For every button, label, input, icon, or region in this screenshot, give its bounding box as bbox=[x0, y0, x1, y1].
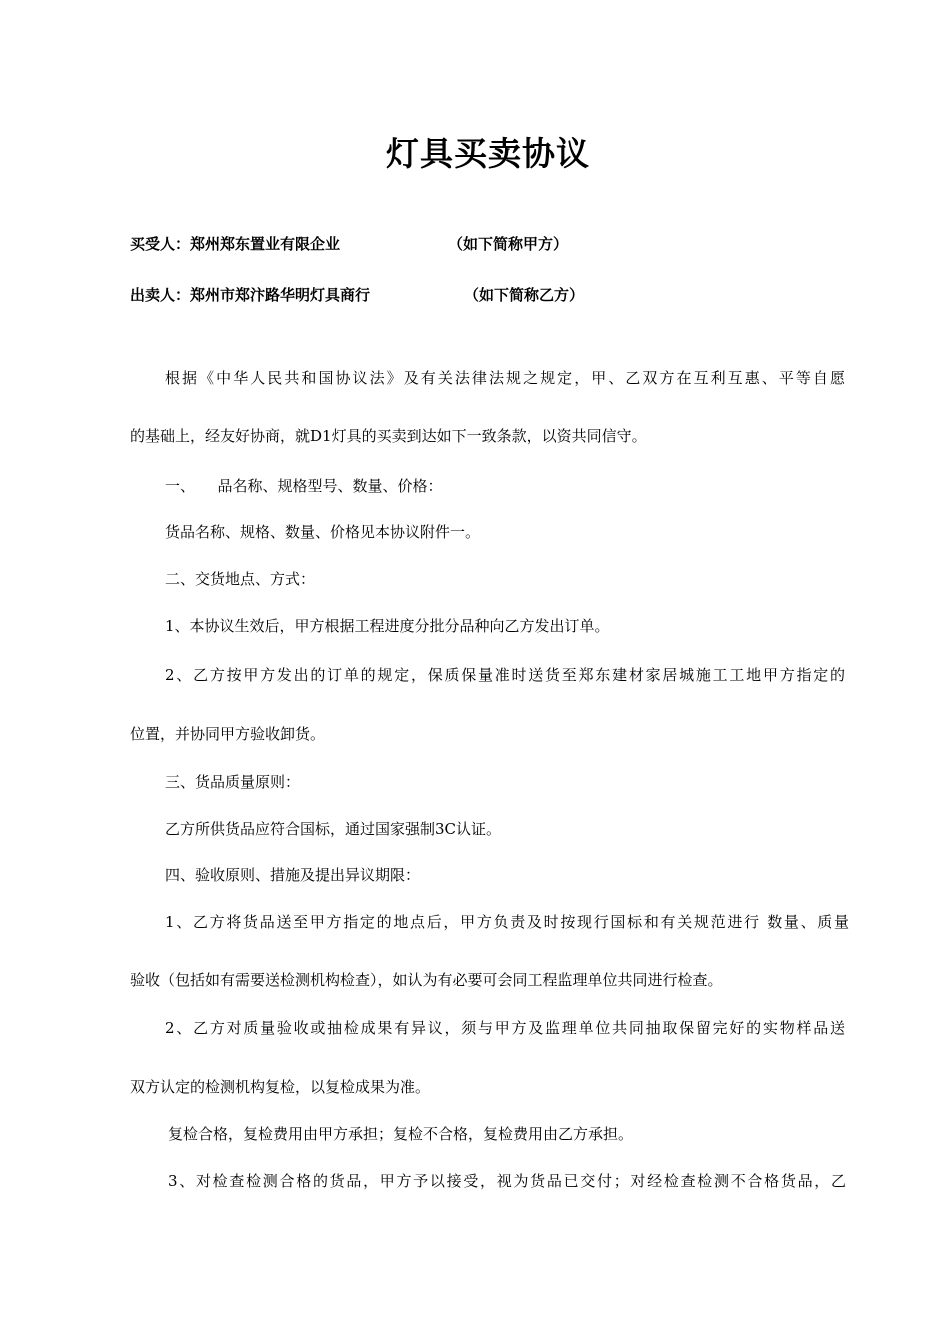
buyer-line bbox=[130, 233, 569, 254]
paragraph-line: 乙方所供货品应符合国标，通过国家强制3C认证。 bbox=[165, 820, 502, 838]
paragraph-line: 复检合格，复检费用由甲方承担；复检不合格，复检费用由乙方承担。 bbox=[168, 1125, 634, 1143]
section-heading: 四、验收原则、措施及提出异议期限： bbox=[165, 866, 421, 884]
section-heading: 一、 品名称、规格型号、数量、价格： bbox=[165, 477, 443, 495]
paragraph-line: 位置，并协同甲方验收卸货。 bbox=[130, 725, 326, 743]
paragraph-line: 2、乙方对质量验收或抽检成果有异议，须与甲方及监理单位共同抽取保留完好的实物样品送 bbox=[165, 1019, 845, 1037]
buyer-label: 买受人：郑州郑东置业有限企业 bbox=[130, 235, 341, 253]
buyer-note: （如下简称甲方） bbox=[448, 235, 569, 253]
paragraph-line: 的基础上，经友好协商，就D1灯具的买卖到达如下一致条款，以资共同信守。 bbox=[130, 427, 647, 445]
paragraph-line: 1、乙方将货品送至甲方指定的地点后，甲方负责及时按现行国标和有关规范进行 数量、质量 bbox=[165, 913, 849, 931]
seller-note: （如下简称乙方） bbox=[464, 286, 585, 304]
paragraph-line: 根据《中华人民共和国协议法》及有关法律法规之规定，甲、乙双方在互利互惠、平等自愿 bbox=[165, 369, 845, 387]
seller-line bbox=[130, 284, 585, 305]
paragraph-line: 双方认定的检测机构复检，以复检成果为准。 bbox=[130, 1078, 431, 1096]
paragraph-line: 2、乙方按甲方发出的订单的规定，保质保量准时送货至郑东建材家居城施工工地甲方指定的 bbox=[165, 666, 845, 684]
section-heading: 二、交货地点、方式： bbox=[165, 570, 316, 588]
paragraph-line: 1、本协议生效后，甲方根据工程进度分批分品种向乙方发出订单。 bbox=[165, 617, 610, 635]
paragraph-line: 3、对检查检测合格的货品，甲方予以接受，视为货品已交付；对经检查检测不合格货品，乙 bbox=[168, 1172, 846, 1190]
paragraph-line: 货品名称、规格、数量、价格见本协议附件一。 bbox=[165, 523, 481, 541]
paragraph-line: 验收（包括如有需要送检测机构检查），如认为有必要可会同工程监理单位共同进行检查。 bbox=[130, 971, 723, 989]
seller-label: 出卖人：郑州市郑汴路华明灯具商行 bbox=[130, 286, 371, 304]
section-heading: 三、货品质量原则： bbox=[165, 773, 301, 791]
document-title: 灯具买卖协议 bbox=[386, 134, 590, 173]
